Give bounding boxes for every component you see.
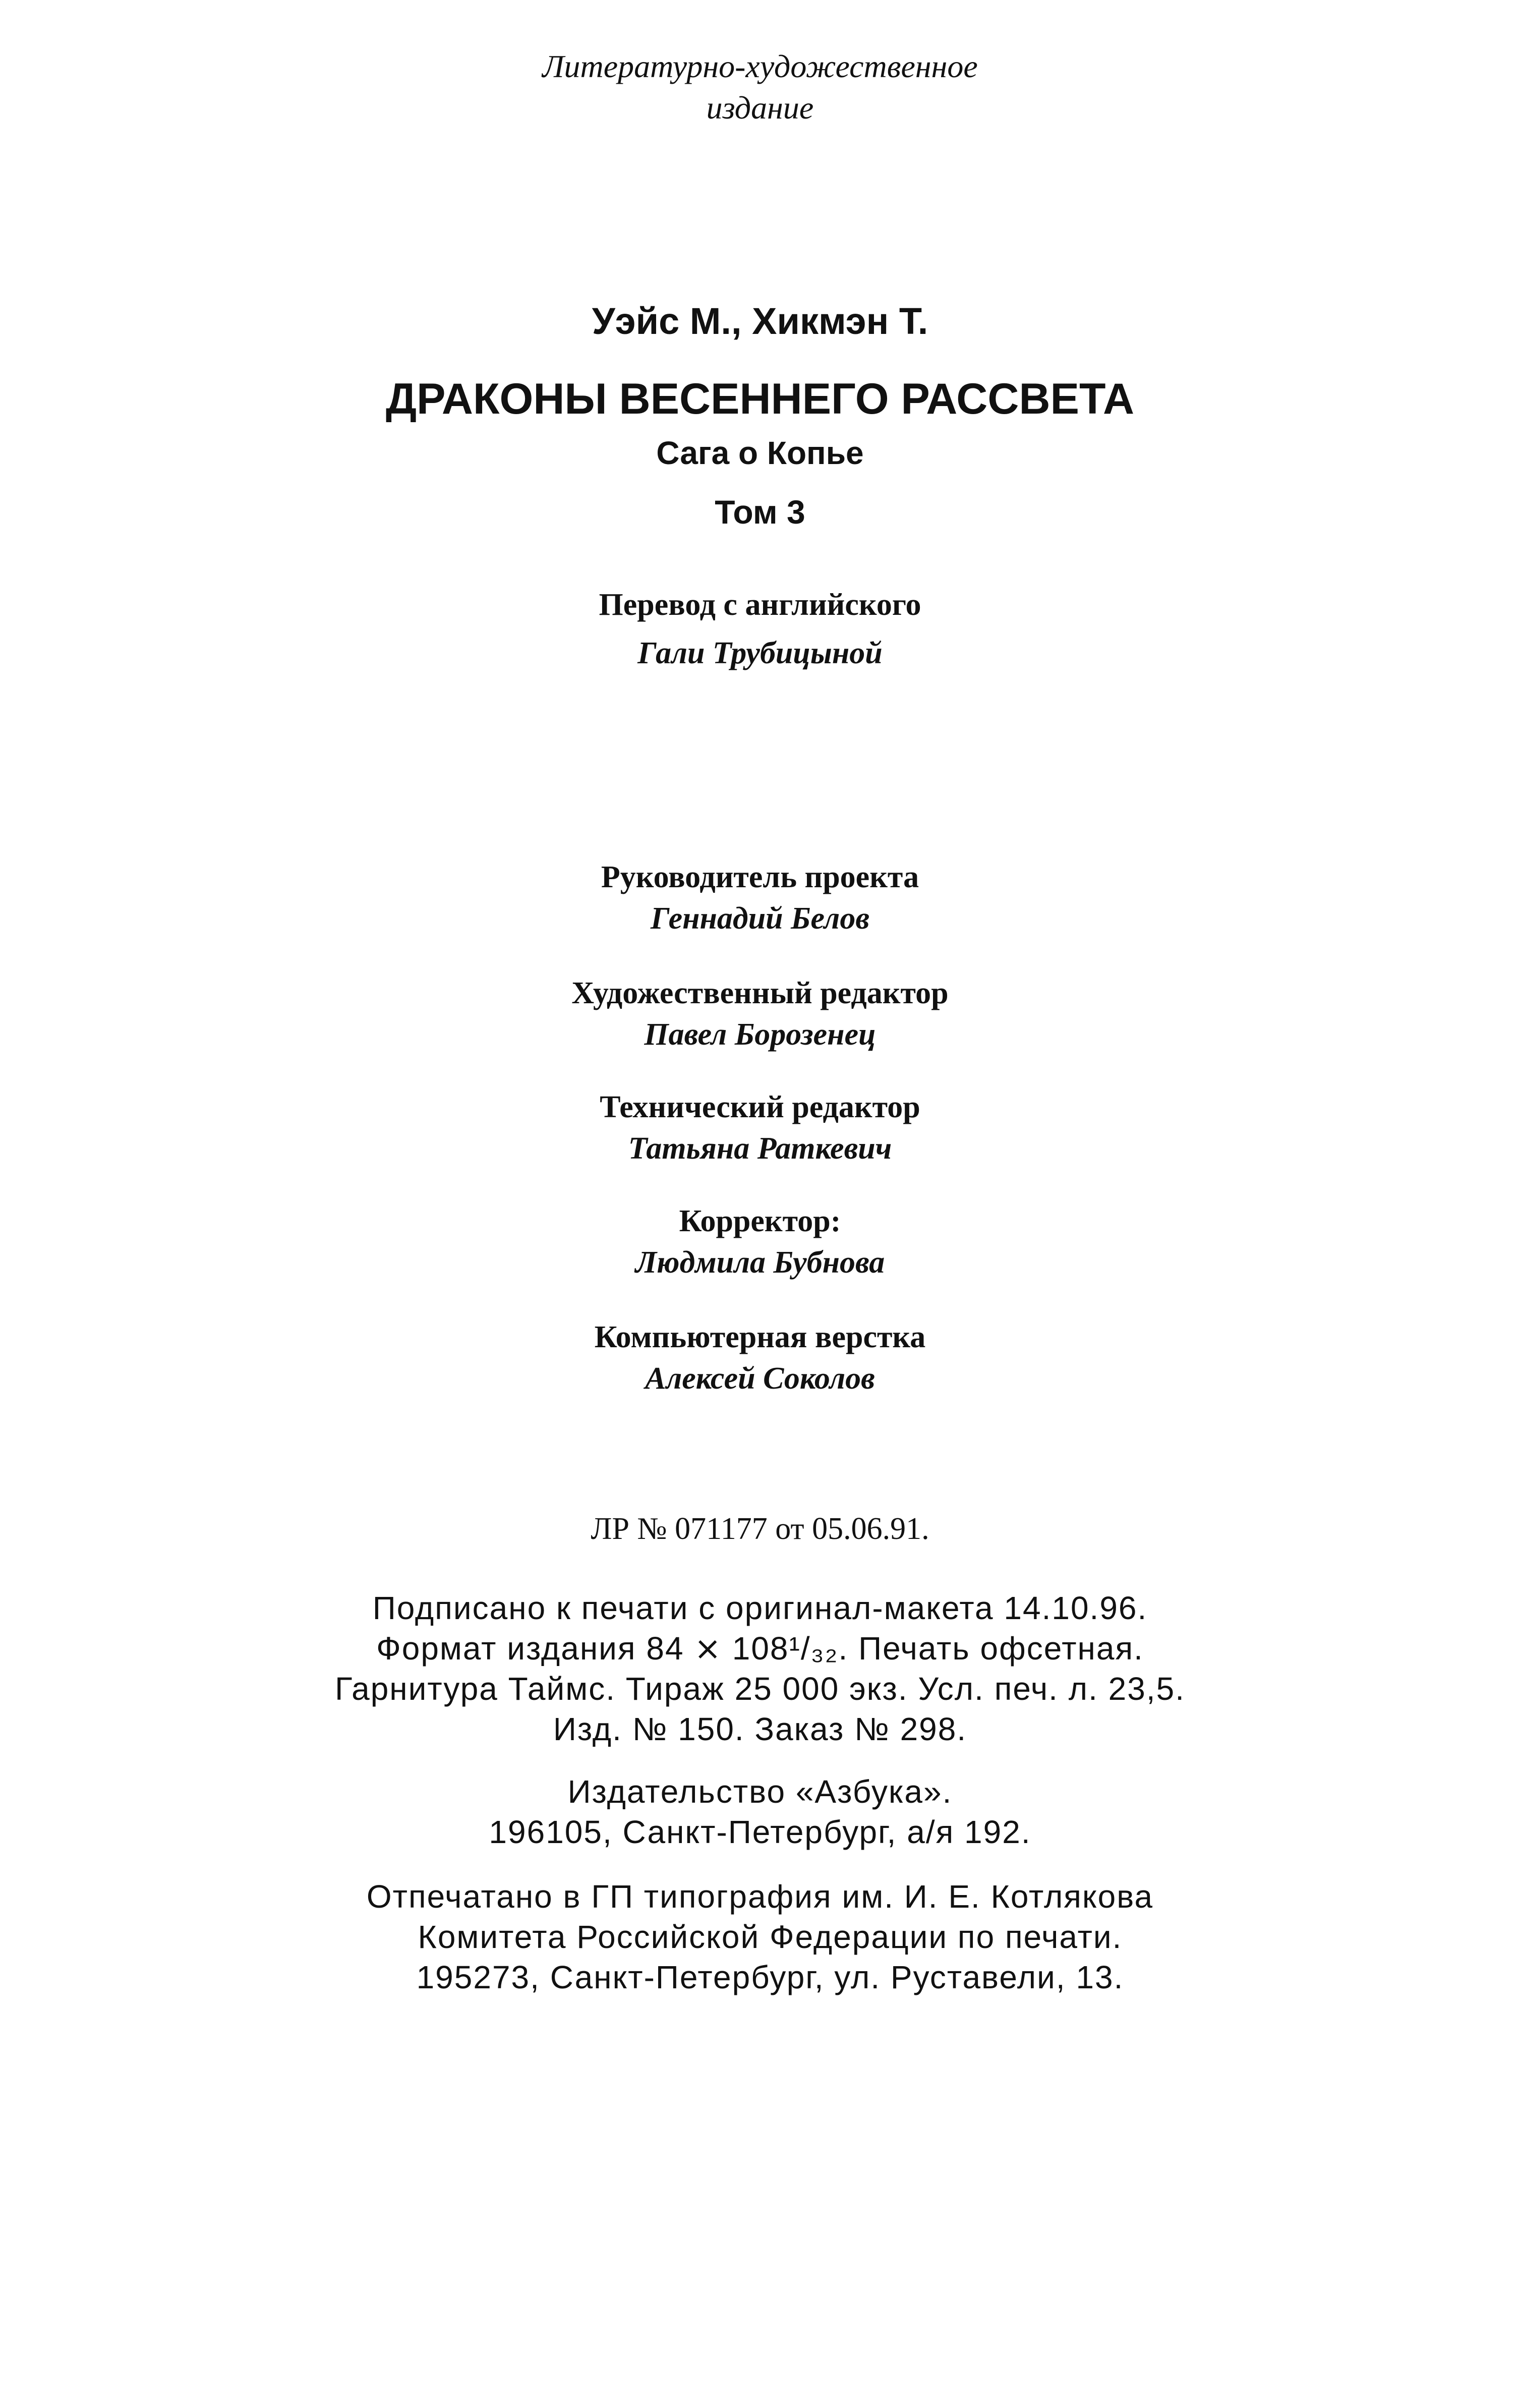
- printer-line1: Отпечатано в ГП типография им. И. Е. Котлякова: [366, 1878, 1154, 1915]
- book-series: Сага о Копье: [656, 435, 864, 471]
- edition-type-line1: Литературно-художественное: [542, 48, 978, 84]
- printer-line3: 195273, Санкт-Петербург, ул. Руставели, 13.: [416, 1959, 1124, 1995]
- credit-role-project-lead: Руководитель проекта: [601, 860, 919, 894]
- credit-role-tech-editor: Технический редактор: [600, 1090, 920, 1124]
- publisher-name: Издательство «Азбука».: [567, 1773, 953, 1810]
- credit-name-proofreader: Людмила Бубнова: [635, 1245, 885, 1280]
- license-number: ЛР № 071177 от 05.06.91.: [591, 1512, 929, 1546]
- credit-role-proofreader: Корректор:: [679, 1204, 841, 1238]
- credit-name-tech-editor: Татьяна Раткевич: [628, 1131, 892, 1166]
- credit-name-art-editor: Павел Борозенец: [644, 1017, 876, 1052]
- book-title: ДРАКОНЫ ВЕСЕННЕГО РАССВЕТА: [385, 375, 1135, 423]
- translator-name: Гали Трубицыной: [637, 636, 883, 670]
- edition-type-line2: издание: [706, 90, 814, 126]
- translation-label: Перевод с английского: [599, 588, 921, 622]
- credit-name-layout: Алексей Соколов: [645, 1361, 875, 1396]
- print-details-line3: Гарнитура Таймс. Тираж 25 000 экз. Усл. печ. л. 23,5.: [335, 1671, 1185, 1707]
- credit-name-project-lead: Геннадий Белов: [650, 901, 870, 936]
- credit-role-layout: Компьютерная верстка: [594, 1320, 926, 1354]
- book-volume: Том 3: [715, 493, 805, 531]
- print-details-line4: Изд. № 150. Заказ № 298.: [553, 1711, 967, 1747]
- credit-role-art-editor: Художественный редактор: [571, 976, 949, 1010]
- book-authors: Уэйс М., Хикмэн Т.: [592, 300, 928, 342]
- print-details-line1: Подписано к печати с оригинал-макета 14.10.96.: [372, 1590, 1148, 1626]
- publisher-address: 196105, Санкт-Петербург, а/я 192.: [489, 1814, 1031, 1850]
- print-details-line2: Формат издания 84 ⨯ 108¹/₃₂. Печать офсетная.: [376, 1630, 1144, 1667]
- printer-line2: Комитета Российской Федерации по печати.: [418, 1919, 1123, 1955]
